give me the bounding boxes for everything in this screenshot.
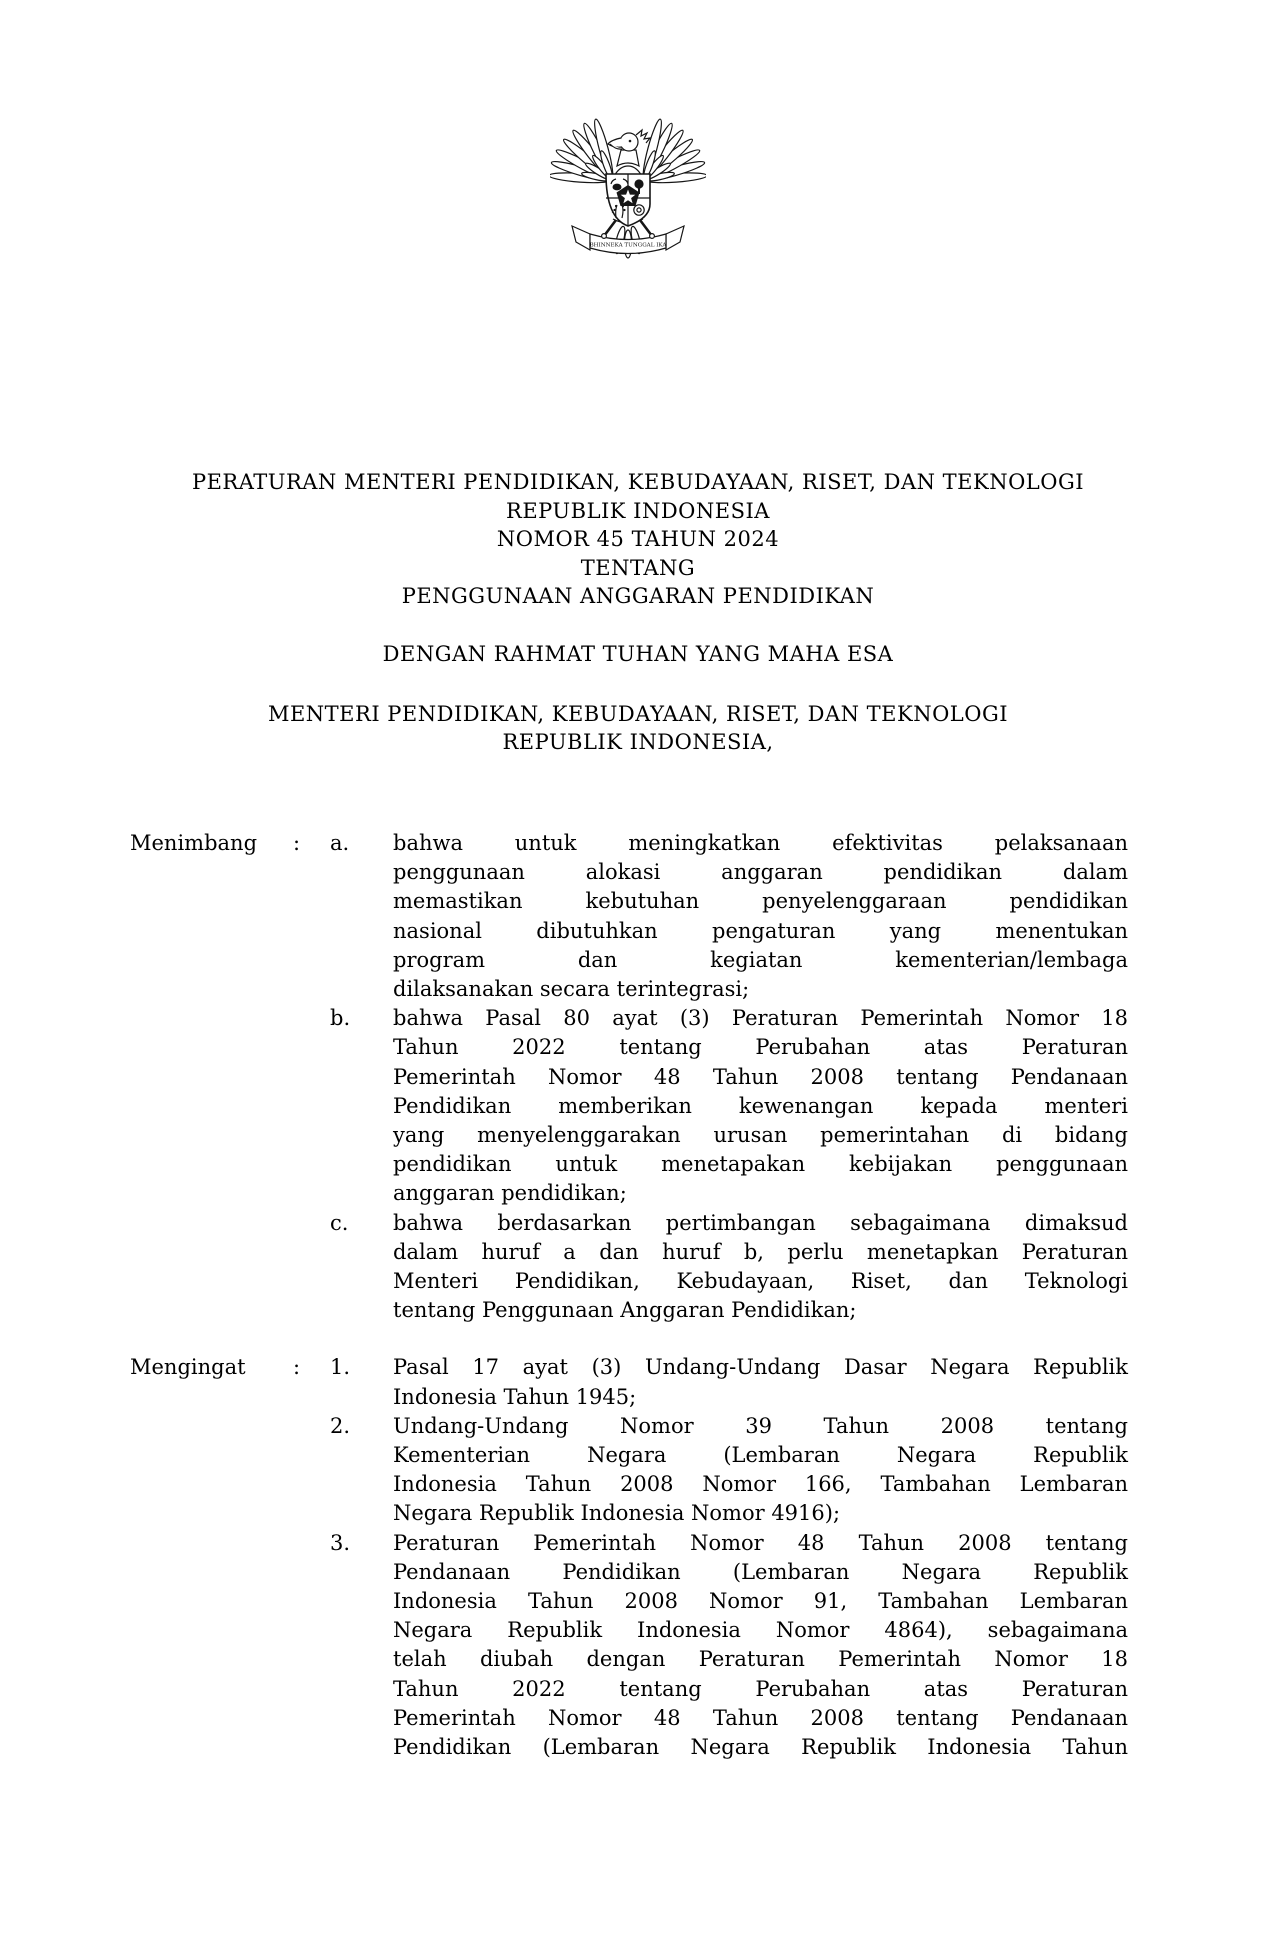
heading-line: MENTERI PENDIDIKAN, KEBUDAYAAN, RISET, DAN TEKNOLOGI: [267, 701, 1009, 726]
garuda-svg: [550, 100, 706, 260]
text-line: Pendidikan memberikan kewenangan kepada menteri: [393, 1093, 1128, 1118]
text-line: Kementerian Negara (Lembaran Negara Republik: [393, 1443, 1128, 1468]
text-line: Pendanaan Pendidikan (Lembaran Negara Republik: [393, 1559, 1128, 1584]
document-heading: [0, 468, 1276, 757]
section-mengingat: [130, 1353, 1128, 1762]
invocation-line: DENGAN RAHMAT TUHAN YANG MAHA ESA: [382, 641, 894, 666]
text-line: Pasal 17 ayat (3) Undang-Undang Dasar Negara Republik: [393, 1355, 1128, 1380]
item-text: [393, 1004, 1128, 1208]
text-line: nasional dibutuhkan pengaturan yang menentukan: [393, 918, 1128, 943]
text-line: program dan kegiatan kementerian/lembaga: [393, 947, 1128, 972]
item-marker: b.: [330, 1006, 351, 1031]
list-item: [330, 829, 1128, 1004]
section-items: [330, 1353, 1128, 1762]
item-text: [393, 1412, 1128, 1529]
list-item: [330, 1353, 1128, 1411]
text-line: Indonesia Tahun 2008 Nomor 166, Tambahan Lembaran: [393, 1472, 1128, 1497]
text-line: Tahun 2022 tentang Perubahan atas Peraturan: [393, 1035, 1128, 1060]
item-text: [393, 1353, 1128, 1411]
garuda-pancasila-emblem: [550, 100, 706, 260]
text-line: dalam huruf a dan huruf b, perlu menetapkan Peraturan: [393, 1239, 1128, 1264]
garuda-neck: [617, 150, 639, 166]
item-marker: 3.: [330, 1530, 351, 1555]
heading-line: NOMOR 45 TAHUN 2024: [496, 527, 780, 552]
item-marker: c.: [330, 1210, 349, 1235]
heading-line: PERATURAN MENTERI PENDIDIKAN, KEBUDAYAAN, RISET, DAN TEKNOLOGI: [191, 470, 1085, 494]
text-line: Undang-Undang Nomor 39 Tahun 2008 tentang: [393, 1413, 1128, 1438]
text-line: Menteri Pendidikan, Kebudayaan, Riset, dan Teknologi: [393, 1269, 1128, 1294]
text-line: pendidikan untuk menetapakan kebijakan penggunaan: [393, 1152, 1128, 1177]
text-line: dilaksanakan secara terintegrasi;: [393, 977, 750, 1002]
text-line: bahwa berdasarkan pertimbangan sebagaimana dimaksud: [393, 1210, 1128, 1235]
heading-line: TENTANG: [580, 555, 696, 580]
section-menimbang: [130, 829, 1128, 1325]
text-line: Pendidikan (Lembaran Negara Republik Indonesia Tahun: [393, 1735, 1128, 1760]
text-line: Negara Republik Indonesia Nomor 4864), sebagaimana: [393, 1618, 1128, 1643]
text-line: telah diubah dengan Peraturan Pemerintah Nomor 18: [393, 1647, 1128, 1672]
text-line: anggaran pendidikan;: [393, 1181, 627, 1206]
text-line: Indonesia Tahun 2008 Nomor 91, Tambahan Lembaran: [393, 1589, 1128, 1614]
text-line: memastikan kebutuhan penyelenggaraan pendidikan: [393, 889, 1128, 914]
item-text: [393, 829, 1128, 1004]
heading-line: REPUBLIK INDONESIA: [506, 498, 770, 523]
text-line: Tahun 2022 tentang Perubahan atas Peraturan: [393, 1676, 1128, 1701]
text-line: Pemerintah Nomor 48 Tahun 2008 tentang Pendanaan: [393, 1064, 1128, 1089]
item-text: [393, 1529, 1128, 1763]
text-line: yang menyelenggarakan urusan pemerintahan di bidang: [393, 1123, 1128, 1148]
text-line: penggunaan alokasi anggaran pendidikan dalam: [393, 860, 1128, 885]
section-label: Menimbang: [130, 831, 258, 855]
item-marker: 2.: [330, 1413, 351, 1438]
text-line: bahwa untuk meningkatkan efektivitas pelaksanaan: [393, 831, 1128, 855]
document-body: [130, 829, 1128, 1762]
section-label: Mengingat: [130, 1355, 246, 1380]
text-line: Pemerintah Nomor 48 Tahun 2008 tentang Pendanaan: [393, 1705, 1128, 1730]
item-marker: a.: [330, 831, 350, 855]
section-items: [330, 829, 1128, 1325]
list-item: [330, 1004, 1128, 1208]
garuda-head: [608, 130, 650, 151]
list-item: [330, 1209, 1128, 1326]
pancasila-shield: [606, 174, 650, 226]
item-text: [393, 1209, 1128, 1326]
section-colon: :: [293, 1355, 301, 1380]
section-colon: :: [293, 831, 301, 855]
list-item: [330, 1412, 1128, 1529]
text-line: Peraturan Pemerintah Nomor 48 Tahun 2008 tentang: [393, 1530, 1128, 1555]
text-line: tentang Penggunaan Anggaran Pendidikan;: [393, 1298, 857, 1323]
heading-line: REPUBLIK INDONESIA,: [502, 730, 774, 755]
text-line: Negara Republik Indonesia Nomor 4916);: [393, 1501, 841, 1526]
text-line: Indonesia Tahun 1945;: [393, 1384, 637, 1409]
regulation-title: [0, 468, 1276, 611]
issuing-authority: [0, 700, 1276, 757]
item-marker: 1.: [330, 1355, 351, 1380]
motto-text: BHINNEKA TUNGGAL IKA: [589, 242, 667, 249]
heading-line: PENGGUNAAN ANGGARAN PENDIDIKAN: [401, 584, 875, 609]
text-line: bahwa Pasal 80 ayat (3) Peraturan Pemerintah Nomor 18: [393, 1006, 1128, 1031]
list-item: [330, 1529, 1128, 1763]
